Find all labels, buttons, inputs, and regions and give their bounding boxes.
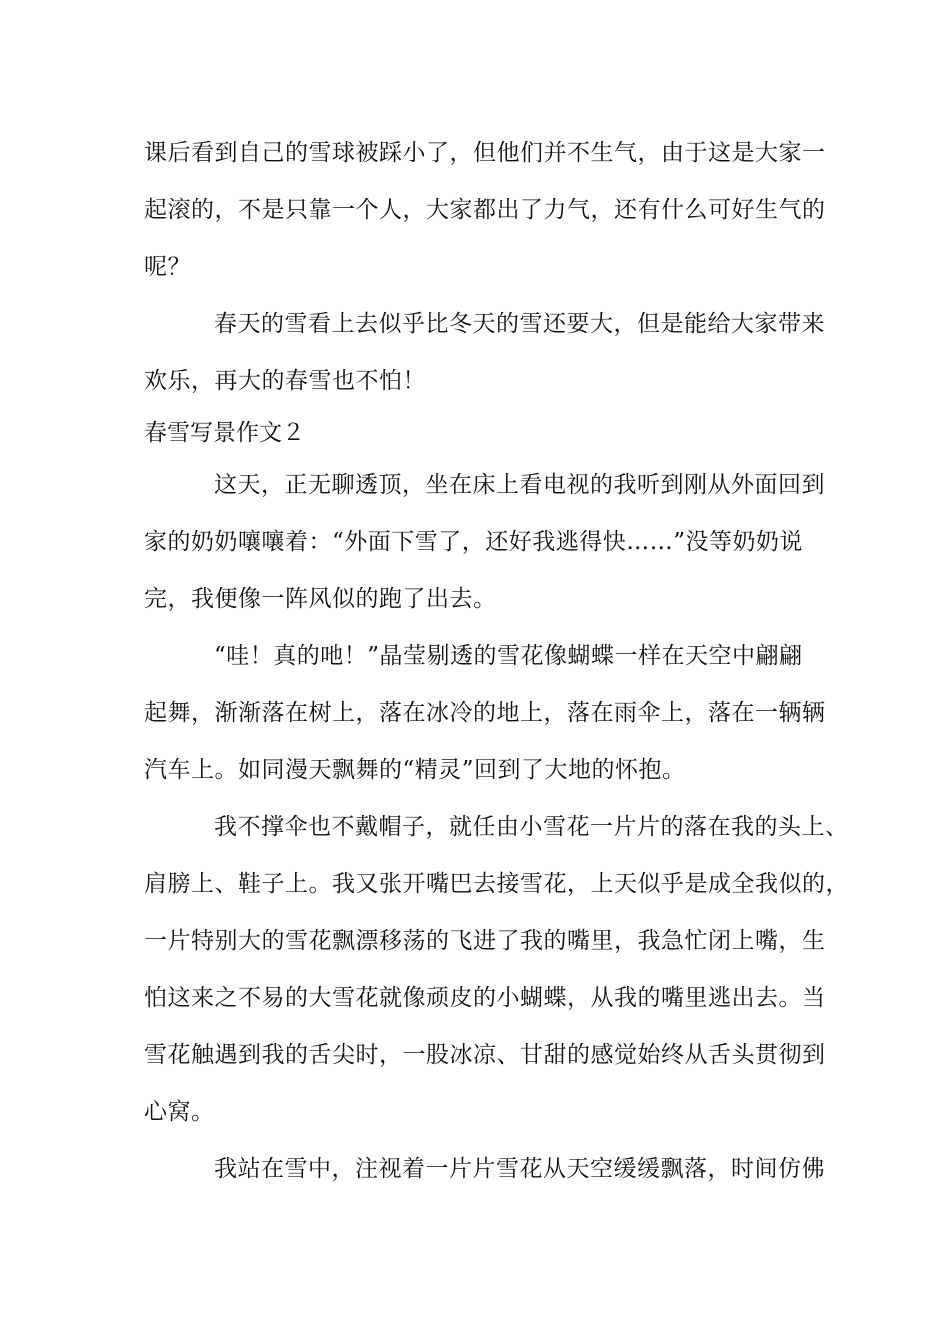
text-line: 起滚的，不是只靠一个人，大家都出了力气，还有什么可好生气的 xyxy=(144,197,826,223)
paragraph xyxy=(144,628,824,799)
paragraph xyxy=(144,125,824,296)
text-line: 家的奶奶嚷嚷着：“外面下雪了，还好我逃得快……”没等奶奶说 xyxy=(144,529,804,555)
text-line: 心窝。 xyxy=(144,1099,215,1125)
paragraph xyxy=(144,1141,824,1198)
text-line: 汽车上。如同漫天飘舞的“精灵”回到了大地的怀抱。 xyxy=(144,757,686,783)
text-line: 怕这来之不易的大雪花就像顽皮的小蝴蝶，从我的嘴里逃出去。当 xyxy=(144,985,826,1011)
text-line: 肩膀上、鞋子上。我又张开嘴巴去接雪花，上天似乎是成全我似的， xyxy=(144,871,849,897)
document-body xyxy=(144,125,849,1198)
paragraph xyxy=(144,457,824,628)
text-line: 课后看到自己的雪球被踩小了，但他们并不生气，由于这是大家一 xyxy=(144,140,826,166)
text-line: 完，我便像一阵风似的跑了出去。 xyxy=(144,586,497,612)
text-line: 我不撑伞也不戴帽子，就任由小雪花一片片的落在我的头上、 xyxy=(214,814,849,840)
text-line: 我站在雪中，注视着一片片雪花从天空缓缓飘落，时间仿佛 xyxy=(214,1156,825,1182)
text-line: 呢？ xyxy=(144,254,191,280)
text-line: “哇！真的吔！”晶莹剔透的雪花像蝴蝶一样在天空中翩翩 xyxy=(214,643,803,669)
text-line: 春天的雪看上去似乎比冬天的雪还要大，但是能给大家带来 xyxy=(214,311,825,337)
paragraph xyxy=(144,799,849,1141)
text-line: 起舞，渐渐落在树上，落在冰冷的地上，落在雨伞上，落在一辆辆 xyxy=(144,700,826,726)
text-line: 欢乐，再大的春雪也不怕！ xyxy=(144,368,426,394)
section-title: 春雪写景作文２ xyxy=(144,420,305,446)
text-line: 雪花触遇到我的舌尖时，一股冰凉、甘甜的感觉始终从舌头贯彻到 xyxy=(144,1042,826,1068)
text-line: 这天，正无聊透顶，坐在床上看电视的我听到刚从外面回到 xyxy=(214,472,825,498)
text-line: 一片特别大的雪花飘漂移荡的飞进了我的嘴里，我急忙闭上嘴，生 xyxy=(144,928,826,954)
paragraph xyxy=(144,296,824,410)
